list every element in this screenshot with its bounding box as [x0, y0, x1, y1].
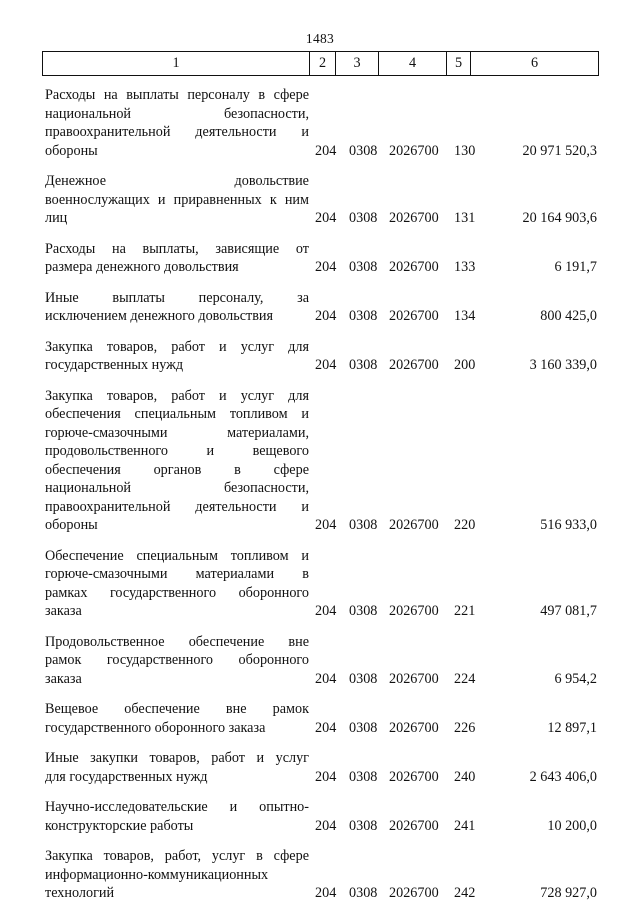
target-article-code: 2026700 [389, 210, 439, 226]
column-header-table [42, 51, 599, 76]
target-article-code: 2026700 [389, 768, 439, 785]
section-code: 0308 [349, 259, 378, 275]
column-header-1: 1 [43, 52, 310, 76]
ministry-code: 204 [315, 719, 337, 736]
amount: 10 200,0 [547, 817, 597, 834]
target-article-code: 2026700 [389, 142, 439, 159]
description-line: Иные закупки товаров, работ и услуг [45, 750, 309, 766]
section-code: 0308 [349, 603, 378, 619]
ministry-code: 204 [315, 603, 337, 619]
section-code: 0308 [349, 670, 378, 687]
row-codes [45, 884, 601, 903]
amount: 6 954,2 [554, 670, 597, 687]
table-row [45, 387, 601, 535]
row-codes [45, 209, 601, 228]
description-line: обороны [45, 142, 98, 159]
description-line: исключением денежного довольствия [45, 308, 274, 324]
description-line: заказа [45, 603, 82, 619]
section-code: 0308 [349, 517, 378, 533]
section-code: 0308 [349, 817, 378, 834]
expense-type-code: 241 [454, 817, 476, 834]
description-line: Продовольственное обеспечение вне [45, 633, 309, 650]
description-line: обеспечения специальным топливом и [45, 406, 309, 422]
expense-type-code: 226 [454, 719, 476, 736]
expense-type-code: 133 [454, 259, 476, 275]
description-line: Расходы на выплаты персоналу в сфере [45, 87, 309, 103]
ministry-code: 204 [315, 885, 337, 901]
amount: 3 160 339,0 [529, 357, 597, 373]
description-line: продовольственного и вещевого [45, 443, 309, 459]
description-line: технологий [45, 885, 115, 901]
expense-type-code: 224 [454, 670, 476, 687]
expense-type-code: 221 [454, 603, 476, 619]
section-code: 0308 [349, 308, 378, 324]
column-header-5: 5 [447, 52, 471, 76]
amount: 497 081,7 [540, 603, 597, 619]
ministry-code: 204 [315, 259, 337, 275]
description-line: Денежное довольствие [45, 173, 309, 189]
description-line: заказа [45, 670, 82, 687]
section-code: 0308 [349, 885, 378, 901]
amount: 728 927,0 [540, 885, 597, 901]
description-line: национальной безопасности, [45, 105, 309, 122]
description-line: национальной безопасности, [45, 480, 309, 496]
row-codes [45, 670, 601, 689]
expense-type-code: 240 [454, 768, 476, 785]
section-code: 0308 [349, 142, 378, 159]
row-codes [45, 516, 601, 535]
description-line: Научно-исследовательские и опытно- [45, 799, 309, 815]
description-line: Закупка товаров, работ и услуг для [45, 338, 309, 355]
amount: 20 971 520,3 [522, 142, 597, 159]
section-code: 0308 [349, 768, 378, 785]
description-line: Закупка товаров, работ и услуг для [45, 387, 309, 404]
column-header-6: 6 [471, 52, 599, 76]
budget-rows [45, 86, 601, 903]
expense-type-code: 131 [454, 210, 476, 226]
ministry-code: 204 [315, 142, 337, 159]
table-row [45, 86, 601, 160]
description-line: обороны [45, 517, 98, 533]
row-description [45, 387, 309, 535]
amount: 12 897,1 [547, 719, 597, 736]
description-line: конструкторские работы [45, 817, 194, 834]
row-codes [45, 719, 601, 738]
description-line: рамок государственного оборонного [45, 652, 309, 668]
table-row [45, 633, 601, 689]
row-codes [45, 817, 601, 836]
row-codes [45, 142, 601, 161]
expense-type-code: 220 [454, 517, 476, 533]
row-codes [45, 602, 601, 621]
description-line: лиц [45, 210, 68, 226]
table-row [45, 172, 601, 228]
table-row [45, 847, 601, 903]
description-line: горюче-смазочными материалами, [45, 424, 309, 441]
description-line: правоохранительной деятельности и [45, 124, 309, 140]
target-article-code: 2026700 [389, 670, 439, 687]
description-line: для государственных нужд [45, 768, 208, 785]
table-row [45, 749, 601, 786]
section-code: 0308 [349, 210, 378, 226]
ministry-code: 204 [315, 768, 337, 785]
amount: 6 191,7 [554, 259, 597, 275]
ministry-code: 204 [315, 357, 337, 373]
column-header-3: 3 [336, 52, 379, 76]
table-row [45, 289, 601, 326]
target-article-code: 2026700 [389, 603, 439, 619]
row-codes [45, 307, 601, 326]
description-line: информационно-коммуникационных [45, 866, 269, 883]
description-line: размера денежного довольствия [45, 259, 239, 275]
table-row [45, 240, 601, 277]
amount: 800 425,0 [540, 308, 597, 324]
description-line: Закупка товаров, работ, услуг в сфере [45, 848, 309, 864]
description-line: военнослужащих и приравненных к ним [45, 191, 309, 208]
section-code: 0308 [349, 719, 378, 736]
target-article-code: 2026700 [389, 357, 439, 373]
description-line: Иные выплаты персоналу, за [45, 289, 309, 306]
description-line: горюче-смазочными материалами в [45, 566, 309, 582]
expense-type-code: 242 [454, 885, 476, 901]
target-article-code: 2026700 [389, 719, 439, 736]
expense-type-code: 134 [454, 308, 476, 324]
page-number: 1483 [305, 31, 335, 46]
amount: 2 643 406,0 [529, 768, 597, 785]
description-line: обеспечения органов в сфере [45, 461, 309, 478]
expense-type-code: 130 [454, 142, 476, 159]
target-article-code: 2026700 [389, 885, 439, 901]
row-codes [45, 356, 601, 375]
description-line: Вещевое обеспечение вне рамок [45, 701, 309, 717]
row-codes [45, 258, 601, 277]
description-line: государственного оборонного заказа [45, 719, 266, 736]
ministry-code: 204 [315, 308, 337, 324]
description-line: государственных нужд [45, 357, 184, 373]
row-codes [45, 768, 601, 787]
column-header-4: 4 [379, 52, 447, 76]
table-row [45, 798, 601, 835]
table-row [45, 338, 601, 375]
expense-type-code: 200 [454, 357, 476, 373]
target-article-code: 2026700 [389, 259, 439, 275]
target-article-code: 2026700 [389, 817, 439, 834]
target-article-code: 2026700 [389, 517, 439, 533]
description-line: рамках государственного оборонного [45, 584, 309, 601]
amount: 516 933,0 [540, 517, 597, 533]
ministry-code: 204 [315, 817, 337, 834]
table-row [45, 700, 601, 737]
section-code: 0308 [349, 357, 378, 373]
ministry-code: 204 [315, 517, 337, 533]
description-line: Обеспечение специальным топливом и [45, 547, 309, 564]
column-header-2: 2 [310, 52, 336, 76]
column-header-row [43, 52, 599, 76]
target-article-code: 2026700 [389, 308, 439, 324]
table-row [45, 547, 601, 621]
ministry-code: 204 [315, 670, 337, 687]
amount: 20 164 903,6 [522, 210, 597, 226]
description-line: правоохранительной деятельности и [45, 498, 309, 515]
description-line: Расходы на выплаты, зависящие от [45, 240, 309, 257]
ministry-code: 204 [315, 210, 337, 226]
